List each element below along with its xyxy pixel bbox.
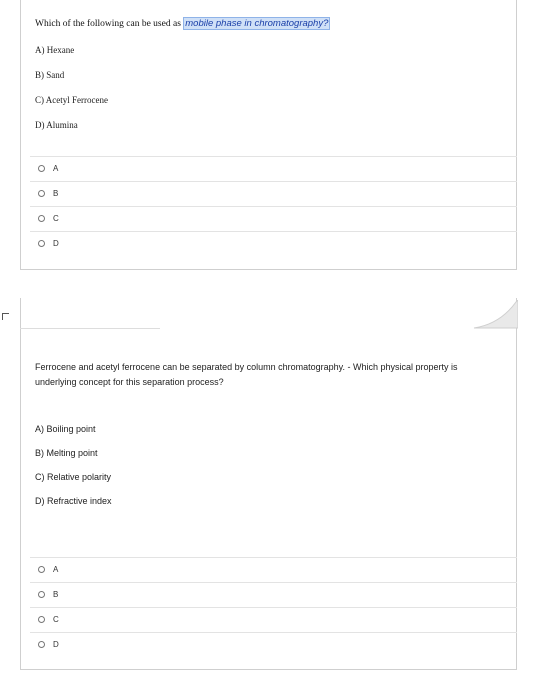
radio-button-icon[interactable] (38, 591, 45, 598)
question-1-option-b: B) Sand (35, 70, 65, 80)
question-1-highlight: mobile phase in chromatography? (185, 18, 329, 29)
choice-label: C (53, 615, 59, 624)
radio-button-icon[interactable] (38, 641, 45, 648)
radio-button-icon[interactable] (38, 215, 45, 222)
choice-label: B (53, 189, 59, 198)
question-1-option-a: A) Hexane (35, 45, 75, 55)
choice-label: A (53, 565, 59, 574)
choice-label: D (53, 640, 59, 649)
question-2-option-d: D) Refractive index (35, 496, 112, 506)
question-1-option-d: D) Alumina (35, 120, 78, 130)
q2-choice-c[interactable] (30, 607, 517, 631)
q2-choice-a[interactable] (30, 557, 517, 581)
choice-label: B (53, 590, 59, 599)
question-2-option-a: A) Boiling point (35, 424, 96, 434)
question-1-prefix: Which of the following can be used as (35, 19, 184, 29)
q2-choice-b[interactable] (30, 582, 517, 606)
question-2-text: Ferrocene and acetyl ferrocene can be separated by column chromatography. - Which physical property is underlying concept for this separation process? (35, 362, 458, 387)
q1-choice-d[interactable] (30, 231, 517, 255)
choice-label: C (53, 214, 59, 223)
radio-button-icon[interactable] (38, 240, 45, 247)
radio-button-icon[interactable] (38, 566, 45, 573)
q1-choice-a[interactable] (30, 156, 517, 180)
q2-choice-d[interactable] (30, 632, 517, 656)
page-curl-icon (470, 300, 518, 330)
q1-choice-c[interactable] (30, 206, 517, 230)
radio-button-icon[interactable] (38, 165, 45, 172)
choice-label: D (53, 239, 59, 248)
radio-button-icon[interactable] (38, 616, 45, 623)
question-2-option-b: B) Melting point (35, 448, 98, 458)
question-2-option-c: C) Relative polarity (35, 472, 112, 482)
q1-choice-b[interactable] (30, 181, 517, 205)
question-1-option-c: C) Acetyl Ferrocene (35, 95, 108, 105)
choice-label: A (53, 164, 59, 173)
question-1-title (35, 18, 330, 29)
card-divider (20, 328, 160, 329)
radio-button-icon[interactable] (38, 190, 45, 197)
corner-mark-icon (2, 313, 9, 320)
